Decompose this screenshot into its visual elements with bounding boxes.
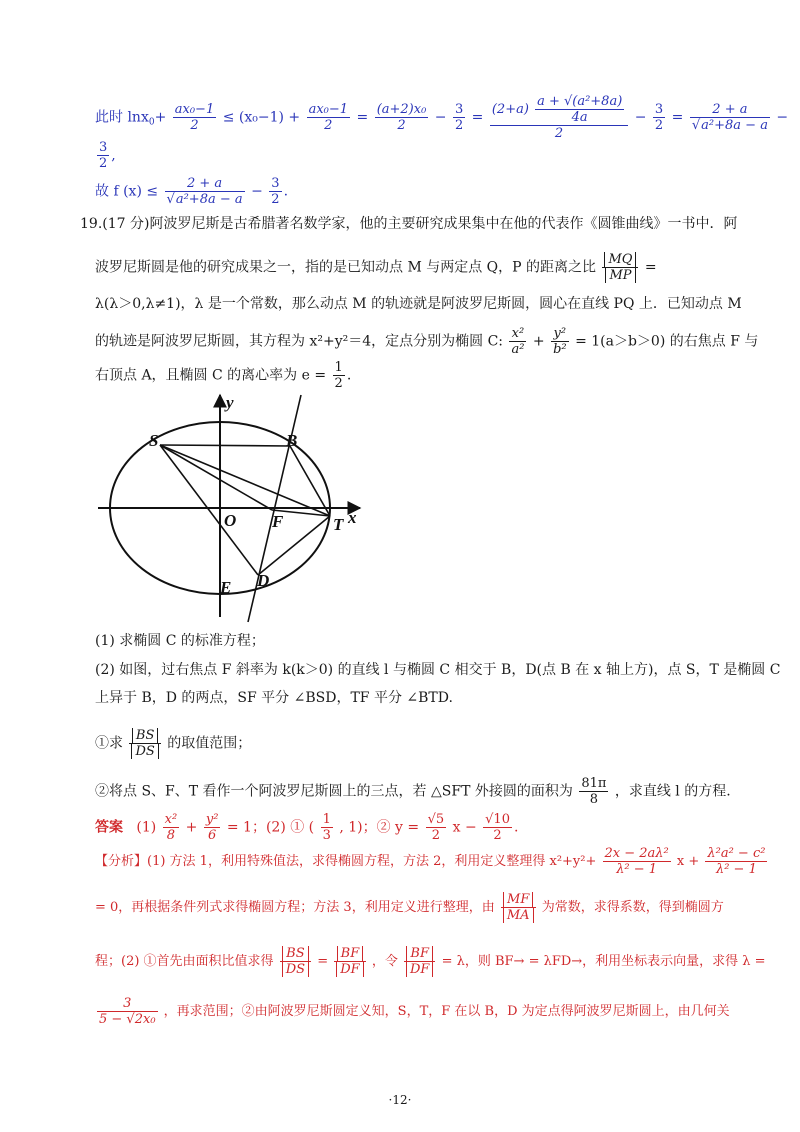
fraction: $\frac{MQ}{MP}$ — [602, 252, 638, 283]
text: 此时 lnx — [95, 109, 149, 126]
part-2a: (2) 如图，过右焦点 F 斜率为 k(k＞0) 的直线 l 与椭圆 C 相交于 B，D(点 B 在 x 轴上方)，点 S，T 是椭圆 C — [95, 662, 781, 678]
fraction: $\frac{2 + a}{\text{√a²+8a − a}}$ — [166, 176, 243, 207]
label-y: y — [226, 393, 234, 412]
top-formula-line: 此时 lnx$_0$+ $\frac{\text{ax₀−1}}{2}$ ≤ (x₀−1) + $\frac{\text{ax₀−1}}{2}$ = $\frac{\text{(a+2)x₀}}{2}$ − $\frac{3}{2}$ = (2+a) $\frac{\text{a + √(a²+8a)}}{4a}$ 2 − $\frac{3}{2}$ = $\frac{2 + a}{\text{√a²+8a − a}}$ − — [95, 94, 789, 141]
segments — [160, 445, 330, 575]
label-t: T — [333, 515, 344, 534]
fraction: $\frac{\text{(a+2)x₀}}{2}$ — [376, 102, 427, 133]
part-3: ①求 $\frac{BS}{DS}$ 的取值范围； — [95, 728, 252, 759]
analysis-line-1: 【分析】(1) 方法 1，利用特殊值法，求得椭圆方程，方法 2，利用定义整理得 x²+y²+ $\frac{\text{2x − 2aλ²}}{\text{λ² − 1}}$ x + $\frac{\text{λ²a² − c²}}{\text{λ² − 1}}$ — [95, 846, 766, 877]
part-2b: 上异于 B，D 的两点，SF 平分 ∠BSD，TF 平分 ∠BTD. — [95, 690, 453, 706]
analysis-line-2: = 0，再根据条件列式求得椭圆方程；方法 3，利用定义进行整理，由 $\frac{MF}{MA}$ 为常数，求得系数，得到椭圆方 — [95, 892, 724, 923]
fraction: $\frac{2 + a}{\text{√a²+8a − a}}$ — [691, 102, 768, 133]
label-x: x — [348, 508, 357, 527]
q19-line-3: λ(λ＞0,λ≠1)，λ 是一个常数，那么动点 M 的轨迹就是阿波罗尼斯圆，圆心在直线 PQ 上．已知动点 M — [95, 296, 742, 312]
ellipse-figure — [95, 388, 370, 623]
q19-line-5: 右顶点 A，且椭圆 C 的离心率为 e = $\frac{1}{2}$ . — [95, 360, 352, 391]
segment-sd — [160, 445, 258, 575]
q19-line-1: 19.(17 分)阿波罗尼斯是古希腊著名数学家，他的主要研究成果集中在他的代表作《圆锥曲线》一书中．阿 — [80, 216, 738, 232]
analysis-line-3: 程；(2) ①首先由面积比值求得 $\frac{BS}{DS}$ = $\frac{BF}{DF}$ ，令 $\frac{BF}{DF}$ = λ，则 BF→ = λFD→，利用坐标表示向量，求得 λ = — [95, 946, 766, 977]
segment-sf — [160, 445, 272, 510]
page-number: ·12· — [388, 1093, 412, 1107]
label-e: E — [220, 578, 232, 597]
fraction: $\frac{3}{2}$ — [654, 102, 664, 133]
nested-fraction: (2+a) $\frac{\text{a + √(a²+8a)}}{4a}$ 2 — [490, 94, 628, 141]
label-d: D — [257, 571, 270, 590]
fraction: $\frac{\text{ax₀−1}}{2}$ — [308, 102, 349, 133]
fraction: $\frac{3}{2}$ — [99, 140, 108, 171]
fraction: $\frac{3}{2}$ — [454, 102, 464, 133]
answer-label: 答案 — [95, 819, 123, 836]
q19-line-4: 的轨迹是阿波罗尼斯圆，其方程为 x²+y²＝4，定点分别为椭圆 C: $\frac{\text{x²}}{\text{a²}}$ + $\frac{\text{y²}}{\text{b²}}$ = 1(a＞b＞0) 的右焦点 F 与 — [95, 326, 759, 357]
top-formula-line-3: 故 f (x) ≤ $\frac{2 + a}{\text{√a²+8a − a}}$ − $\frac{3}{2}$ . — [95, 176, 289, 207]
fraction: $\frac{3}{2}$ — [271, 176, 280, 207]
part-4: ②将点 S、F、T 看作一个阿波罗尼斯圆上的三点，若 △SFT 外接圆的面积为 $\frac{81\pi}{8}$ ，求直线 l 的方程. — [95, 776, 731, 807]
top-formula-line-2: $\frac{3}{2}$ , — [99, 140, 116, 171]
label-o: O — [224, 511, 237, 530]
label-b: B — [286, 431, 298, 450]
fraction: $\frac{\text{ax₀−1}}{2}$ — [174, 102, 215, 133]
answer-line: 答案 (1) $\frac{\text{x²}}{8}$ + $\frac{\text{y²}}{6}$ = 1；(2) ① ( $\frac{1}{3}$ , 1)；② y = $\frac{√5}{2}$ x − $\frac{√10}{2}$ . — [95, 812, 519, 843]
q19-line-2: 波罗尼斯圆是他的研究成果之一，指的是已知动点 M 与两定点 Q，P 的距离之比 $\frac{MQ}{MP}$ = — [95, 252, 657, 283]
label-s: S — [149, 431, 159, 450]
segment-sb — [160, 445, 290, 446]
analysis-line-4: $\frac{3}{\text{5 − √2x₀}}$ ，再求范围；②由阿波罗尼斯圆定义知，S，T，F 在以 B，D 为定点得阿波罗尼斯圆上，由几何关 — [99, 996, 730, 1027]
part-1: (1) 求椭圆 C 的标准方程； — [95, 633, 265, 649]
label-f: F — [272, 512, 284, 531]
segment-st — [160, 445, 330, 516]
